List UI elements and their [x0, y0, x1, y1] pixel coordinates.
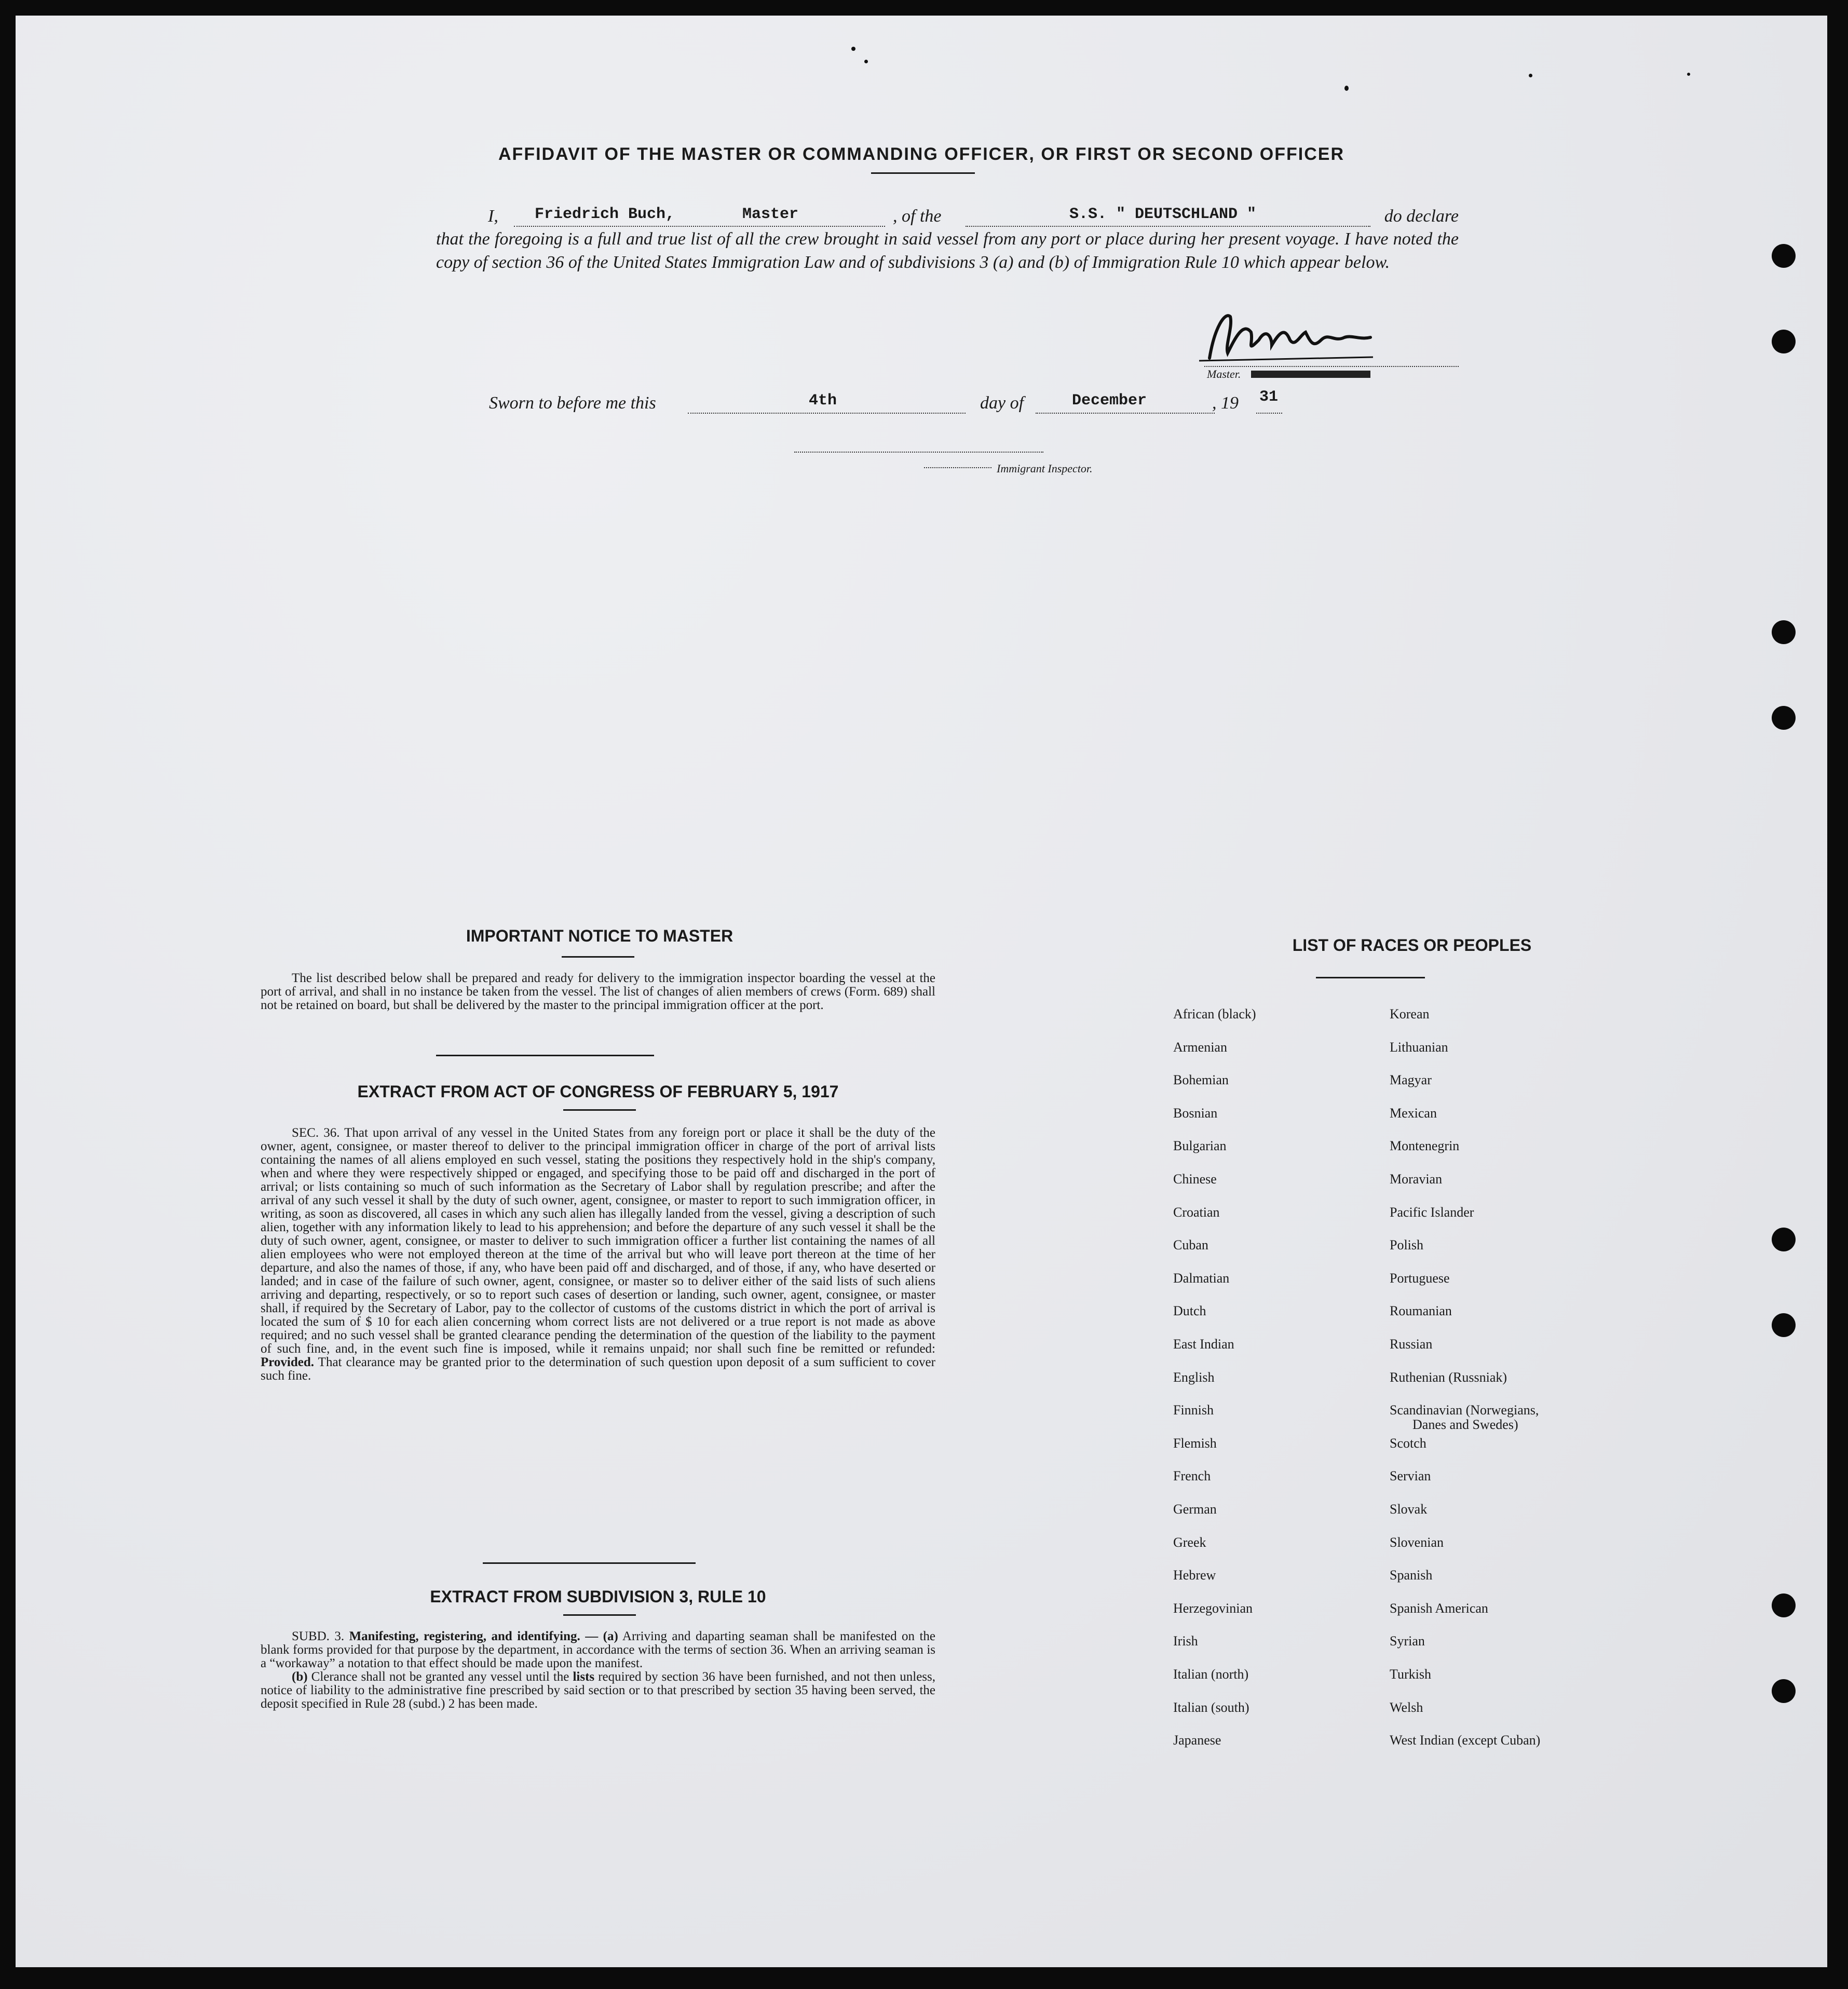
act-provided: Provided.	[261, 1355, 315, 1369]
punch-hole	[1772, 1228, 1796, 1251]
inspector-label: Immigrant Inspector.	[997, 462, 1093, 475]
rule-b-paragraph	[261, 1670, 935, 1711]
races-left-column	[1173, 1007, 1381, 1786]
act-main-text: SEC. 36. That upon arrival of any vessel in the United States from any foreign port or place it shall be the duty of the owner, agent, consignee, or master thereof to deliver to the principal immigration officer in charge of the port of arrival lists containing the names of all aliens employed en such vessel, stating the positions they respectively hold in the ship's company, when and where they were respectively shipped or engaged, and specifying those to be paid off and discharged in the port of arrival; or lists containing so much of such information as the Secretary of Labor shall by regulation prescribe; and after the arrival of any such vessel it shall by the duty of such owner, agent, consignee, or master to report to such immigration officer, in writing, as soon as discovered, all cases in which any such alien has illegally landed from the vessel, giving a description of such alien, together with any information likely to lead to his apprehension; and before the departure of any such vessel it shall be the duty of such owner, agent, consignee, or master to deliver to such immigration officer a further list containing the names of all alien employees who were not employed thereon at the time of the arrival but who will leave port thereon at the time of her departure, and also the names of those, if any, who have been paid off and discharged, and of those, if any, who have deserted or landed; and in case of the failure of such owner, agent, consignee, or master so to deliver either of the said lists of such aliens arriving and departing, respectively, or so to report such cases of desertion or landing, such owner, agent, consignee, or master shall, if required by the Secretary of Labor, pay to the collector of customs of the customs district in which the port of arrival is located the sum of $ 10 for each alien concerning whom correct lists are not delivered or a true report is not made as above required; and no such vessel shall be granted clearance pending the determination of the question of the liability to the payment of such fine, and, in the event such fine is imposed, while it remains unpaid; nor shall such fine be remitted or refunded:	[261, 1126, 935, 1356]
race-item: Cuban	[1173, 1237, 1208, 1253]
race-item: Mexican	[1390, 1105, 1437, 1121]
month-line	[1036, 413, 1215, 414]
punch-hole	[1772, 1593, 1796, 1617]
notice-paragraph: The list described below shall be prepared and ready for delivery to the immigration inspector boarding the vessel at the port of arrival, and shall in no instance be taken from the vessel. The list of changes of alien members of crews (Form. 689) shall not be retained on board, but shall be delivered by the master to the principal immigration officer at the port.	[261, 971, 935, 1012]
title-underline	[871, 172, 975, 174]
b-label: (b)	[292, 1670, 308, 1684]
act-text	[261, 1126, 935, 1383]
notice-title: IMPORTANT NOTICE TO MASTER	[466, 927, 733, 945]
punch-hole	[1772, 706, 1796, 730]
year-line	[1256, 413, 1282, 414]
of-the-label: , of the	[893, 207, 942, 226]
rule-title-rule	[563, 1614, 636, 1616]
punch-hole	[1772, 1313, 1796, 1337]
race-item: Japanese	[1173, 1733, 1221, 1748]
act-title: EXTRACT FROM ACT OF CONGRESS OF FEBRUARY 5, 1917	[357, 1082, 839, 1101]
race-item: Scotch	[1390, 1435, 1426, 1451]
punch-hole	[1772, 330, 1796, 353]
speck	[1687, 73, 1690, 76]
race-item: East Indian	[1173, 1337, 1234, 1352]
act-end-text: That clearance may be granted prior to the determination of such question upon deposit of a sum sufficient to cover such fine.	[261, 1355, 935, 1383]
race-item: Finnish	[1173, 1402, 1214, 1418]
race-item: West Indian (except Cuban)	[1390, 1733, 1541, 1748]
race-item: African (black)	[1173, 1006, 1256, 1021]
race-item: Danes and Swedes)	[1412, 1417, 1518, 1433]
day-line	[688, 413, 966, 414]
name-rank-line	[514, 226, 885, 227]
affidavit-paragraph: that the foregoing is a full and true list of all the crew brought in said vessel from any port or place during her present voyage. I have noted the copy of section 36 of the United States Immigration Law and of subdivisions 3 (a) and (b) of Immigration Rule 10 which appear below.	[436, 229, 1459, 272]
race-item: Servian	[1390, 1468, 1431, 1484]
race-item: Irish	[1173, 1633, 1198, 1649]
subd-label: SUBD. 3.	[292, 1629, 345, 1643]
signature-line	[1204, 366, 1459, 367]
race-item: Magyar	[1390, 1072, 1432, 1088]
subd-heading: Manifesting, registering, and identifying.	[349, 1629, 580, 1643]
race-item: Hebrew	[1173, 1568, 1216, 1583]
rule-a-paragraph	[261, 1630, 935, 1670]
month-value: December	[1072, 392, 1147, 410]
day-of-label: day of	[980, 393, 1024, 413]
a-label: — (a)	[585, 1629, 618, 1643]
year-prefix: , 19	[1212, 393, 1239, 413]
race-item: Italian (south)	[1173, 1699, 1249, 1715]
race-item: Dutch	[1173, 1303, 1206, 1319]
day-value: 4th	[809, 392, 837, 410]
vessel-value: S.S. " DEUTSCHLAND "	[1069, 206, 1257, 223]
race-item: Bulgarian	[1173, 1138, 1227, 1154]
speck	[1344, 86, 1349, 91]
race-item: Montenegrin	[1390, 1138, 1460, 1154]
race-item: Herzegovinian	[1173, 1600, 1253, 1616]
race-item: Spanish American	[1390, 1600, 1488, 1616]
race-item: Polish	[1390, 1237, 1424, 1253]
race-item: Dalmatian	[1173, 1270, 1230, 1286]
speck	[1529, 74, 1532, 77]
race-item: Korean	[1390, 1006, 1430, 1021]
race-item: Ruthenian (Russniak)	[1390, 1369, 1507, 1385]
punch-hole	[1772, 244, 1796, 268]
form-sheet	[16, 16, 1827, 1967]
affidavit-title: AFFIDAVIT OF THE MASTER OR COMMANDING OFFICER, OR FIRST OR SECOND OFFICER	[498, 144, 1344, 164]
race-item: Pacific Islander	[1390, 1204, 1474, 1220]
notice-separator	[436, 1055, 654, 1056]
speck	[864, 60, 868, 63]
master-name-value: Friedrich Buch,	[535, 206, 675, 223]
a-text: Arriving and daparting seaman shall be manifested on the blank forms provided for that purpose by the department, in accordance with the terms of section 36. When an arriving seaman is a “workaway” a notation to that effect should be made upon the manifest.	[261, 1629, 935, 1670]
race-item: Croatian	[1173, 1204, 1220, 1220]
notice-text	[261, 972, 935, 1012]
race-item: Russian	[1390, 1337, 1433, 1352]
race-item: Welsh	[1390, 1699, 1423, 1715]
race-item: English	[1173, 1369, 1215, 1385]
race-item: Scandinavian (Norwegians,	[1390, 1402, 1539, 1418]
punch-hole	[1772, 1679, 1796, 1703]
vessel-line	[966, 226, 1370, 227]
race-item: Greek	[1173, 1534, 1206, 1550]
master-signature	[1194, 296, 1381, 369]
race-item: French	[1173, 1468, 1211, 1484]
inspector-line	[924, 467, 991, 468]
race-item: Flemish	[1173, 1435, 1217, 1451]
struck-out-text	[1251, 369, 1370, 381]
b-text-2: required by section 36 have been furnished, and not then unless, notice of liability to the administrative fine prescribed by said section or to that prescribed by section 35 having been served, the deposit specified in Rule 28 (subd.) 2 has been made.	[261, 1670, 935, 1711]
race-item: Turkish	[1390, 1667, 1431, 1682]
race-item: Slovenian	[1390, 1534, 1444, 1550]
race-item: Slovak	[1390, 1502, 1428, 1517]
rule-title: EXTRACT FROM SUBDIVISION 3, RULE 10	[430, 1587, 766, 1606]
i-label: I,	[488, 207, 498, 226]
race-item: Lithuanian	[1390, 1039, 1448, 1055]
race-item: German	[1173, 1502, 1217, 1517]
punch-hole	[1772, 620, 1796, 644]
act-separator	[483, 1562, 696, 1564]
races-title-rule	[1316, 977, 1425, 978]
b-lists: lists	[573, 1670, 595, 1684]
race-item: Spanish	[1390, 1568, 1433, 1583]
act-paragraph	[261, 1126, 935, 1383]
race-item: Bohemian	[1173, 1072, 1229, 1088]
race-item: Roumanian	[1390, 1303, 1452, 1319]
races-right-column	[1390, 1007, 1649, 1786]
race-item: Bosnian	[1173, 1105, 1218, 1121]
race-item: Syrian	[1390, 1633, 1425, 1649]
master-label: Master.	[1207, 367, 1241, 380]
race-item: Armenian	[1173, 1039, 1227, 1055]
notice-title-rule	[562, 956, 634, 958]
rule-text	[261, 1630, 935, 1711]
act-title-rule	[563, 1109, 636, 1111]
speck	[851, 47, 855, 51]
race-item: Portuguese	[1390, 1270, 1450, 1286]
year-value: 31	[1259, 388, 1279, 406]
race-item: Chinese	[1173, 1171, 1217, 1187]
sworn-label: Sworn to before me this	[489, 393, 656, 413]
races-title: LIST OF RACES OR PEOPLES	[1292, 936, 1532, 955]
inspector-signature-line	[794, 452, 1043, 453]
rank-value: Master	[742, 206, 799, 223]
do-declare-label: do declare	[1384, 207, 1459, 226]
race-item: Italian (north)	[1173, 1667, 1249, 1682]
race-item: Moravian	[1390, 1171, 1443, 1187]
b-text-1: Clerance shall not be granted any vessel until the	[311, 1670, 569, 1684]
